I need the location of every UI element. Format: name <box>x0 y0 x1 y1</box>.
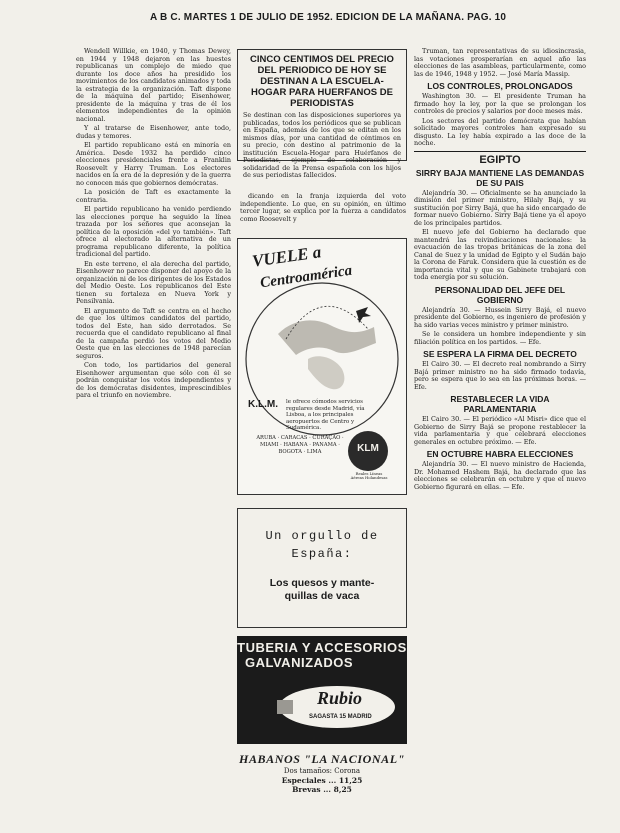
notice-title: CINCO CENTIMOS DEL PRECIO DEL PERIODICO DE HOY SE DESTINAN A LA ESCUELA-HOGAR PARA HUERFANOS DE PERIODISTAS <box>250 54 394 109</box>
middle-text <box>240 193 406 228</box>
map-shape <box>308 356 344 389</box>
klm-advertisement <box>237 238 407 495</box>
headline-sirry: SIRRY BAJA MANTIENE LAS DEMANDAS DE SU PAIS <box>415 167 585 188</box>
klm-airline-name: K.L.M. <box>248 399 278 410</box>
article-paragraph: El Cairo 30. — El decreto real nombrando a Sirry Bajá primer ministro no ha sido firmado todavía, pero se espera que lo sea en las próximas horas. — Efe. <box>414 360 586 391</box>
klm-blurb: le ofrece cómodos servicios regulares desde Madrid, vía Lisboa, a los principales aeropuertos de Centro y Sudamérica. <box>286 399 365 431</box>
headline-firma: SE ESPERA LA FIRMA DEL DECRETO <box>423 349 577 359</box>
article-column-right <box>414 48 586 810</box>
orgullo-line-1: Un orgullo de <box>265 529 379 543</box>
orgullo-line-2: España: <box>291 547 353 561</box>
article-paragraph: Truman, tan representativas de su idiosincrasia, las votaciones prosperarían en aquel año las elecciones de las asambleas, particularmente, como las de 1946, 1948 y 1952. — José María Massip. <box>414 47 586 78</box>
orgullo-line-4: quillas de vaca <box>284 590 360 602</box>
map-shape <box>278 320 376 355</box>
article-paragraph: El partido republicano está en minoría en América. Desde 1932 ha perdido cinco elecciones presidenciales frente a Franklin Roosevelt y Harry Truman. Los electores nacidos en la era de la depresión y de la guerra no conocen más que gobiernos demócratas. <box>76 141 231 187</box>
article-paragraph: Los sectores del partido demócrata que habían solicitado mayores controles han expresado su disgusto. La ley había expirado a las doce de la noche. <box>414 116 586 147</box>
headline-controles: LOS CONTROLES, PROLONGADOS <box>427 81 573 91</box>
notice-body: Se destinan con las disposiciones superiores ya publicadas, todos los periódicos que se publican en España, además de los que se editan en los mismos días, por una cantidad de céntimos en su precio, con destino al patrimonio de la institución Escuela-Hogar para Huérfanos de Periodistas, ejemplo de colaboración y solidaridad de la Prensa española con los hijos de sus periodistas fallecidos. <box>243 111 401 179</box>
tuberia-brand: Rubio <box>317 688 363 708</box>
headline-personalidad: PERSONALIDAD DEL JEFE DEL GOBIERNO <box>434 284 566 305</box>
cheese-advertisement <box>237 508 407 628</box>
klm-logo-sub: Reales Líneas Aéreas Holandesas <box>350 471 388 481</box>
tuberia-advertisement <box>237 636 407 744</box>
habanos-price-1: Especiales ... 11,25 <box>281 776 363 785</box>
notice-box <box>237 49 407 179</box>
article-paragraph: Y al tratarse de Eisenhower, ante todo, dudas y temores. <box>76 124 231 140</box>
tuberia-line-2: GALVANIZADOS <box>245 655 354 670</box>
article-paragraph: Wendell Willkie, en 1940, y Thomas Dewey, en 1944 y 1948 dejaron en las huestes republicanas un complejo de miedo que durante los doce años ha presidido los movimientos de los candidatos animados y toda la estrategia de la organización. Taft dispone de la máquina del partido; Eisenhower, presidente de la máquina y tras de él los elementos independientes de la opinión nacional. <box>76 47 231 123</box>
page-header: A B C. MARTES 1 DE JULIO DE 1952. EDICION DE LA MAÑANA. PAG. 10 <box>150 12 507 23</box>
article-paragraph: Washington 30. — El presidente Truman ha firmado hoy la ley, por la que se prolongan los controles de precios y salarios por doce meses más. <box>414 92 586 115</box>
article-paragraph: En este terreno, el ala derecha del partido, Eisenhower no parece disponer del apoyo de la organización ni de los dirigentes de los Estados del Medio Oeste. Los republicanos del Este tienen su fortaleza en Nueva York y Pensilvania. <box>76 259 231 305</box>
headline-vida: RESTABLECER LA VIDA PARLAMENTARIA <box>450 394 550 414</box>
article-paragraph: Alejandría 30. — El nuevo ministro de Hacienda, Dr. Mohamed Hashem Bajá, ha declarado que las elecciones se celebrarán en octubre y que el nuevo Gobierno figurará en ellas. — Efe. <box>414 460 586 491</box>
article-paragraph: La posición de Taft es exactamente la contraria. <box>76 188 231 204</box>
article-paragraph: El partido republicano ha venido perdiendo las elecciones porque ha seguido la línea trazada por los señores que aconsejan la política de la oposición «del yo también». Taft ofrece al electorado la alternativa de un programa republicano diferente, la política tradicional del partido. <box>76 205 231 258</box>
headline-octubre: EN OCTUBRE HABRA ELECCIONES <box>426 449 574 459</box>
pipe-fitting-icon <box>277 700 293 714</box>
article-paragraph: Alejandría 30. — Hussein Sirry Bajá, el nuevo presidente del Gobierno, es ingeniero de profesión y ha sido varias veces ministro y primer ministro. <box>414 305 586 329</box>
article-paragraph: Se le considera un hombre independiente y sin filiación política en los partidos. — Efe. <box>414 330 586 346</box>
tuberia-address: SAGASTA 15 MADRID <box>309 714 372 720</box>
habanos-title: HABANOS "LA NACIONAL" <box>239 752 405 766</box>
article-column-left <box>76 48 231 810</box>
klm-title-2: Centroamérica <box>259 262 354 292</box>
article-paragraph: dicando en la franja izquierda del voto independiente. Lo que, en su opinión, en último tercer lugar, se explica por la fuerza a candidatos como Roosevelt y <box>240 192 406 223</box>
habanos-sub: Dos tamaños: Corona <box>283 767 361 775</box>
habanos-price-2: Brevas ... 8,25 <box>292 785 352 794</box>
divider <box>414 151 586 152</box>
article-paragraph: Alejandría 30. — Oficialmente se ha anunciado la dimisión del primer ministro, Hilaly Bajá, y su sustitución por Sirry Bajá, que ha sido encargado de formar nuevo Gobierno. Sirry Bajá tiene ya el apoyo de los principales partidos. <box>414 188 586 227</box>
article-paragraph: El Cairo 30. — El periódico «Al Misri» dice que el Gobierno de Sirry Bajá se propone restablecer la vida parlamentaria y que celebrará elecciones generales en octubre próximo. — Efe. <box>414 415 586 446</box>
article-paragraph: El nuevo jefe del Gobierno ha declarado que mantendrá las reivindicaciones nacionales: la evacuación de las tropas británicas de la zona del Canal de Suez y la unidad de Egipto y el Sudán bajo la Corona de Faruk. Considera que la cuestión es de importancia vital y que su Gabinete trabajará con toda energía por su solución. <box>414 228 586 281</box>
klm-title-1: VUELE a <box>250 242 323 271</box>
klm-logo: KLM <box>357 443 379 454</box>
article-paragraph: El argumento de Taft se centra en el hecho de que los últimos candidatos del partido, todos del Este, han sido derrotados. Se recuerda que el candidato republicano al final de la campaña perdió los votos del Medio Oeste que en las elecciones de 1948 parecían seguros. <box>76 306 231 360</box>
klm-cities: ARUBA · CARACAS · CURAÇAO · MIAMI · HABANA · PANAMA · BOGOTA · LIMA <box>256 435 344 455</box>
tuberia-line-1: TUBERIA Y ACCESORIOS <box>237 640 407 655</box>
orgullo-line-3: Los quesos y mante- <box>269 577 375 589</box>
habanos-advertisement <box>237 752 407 812</box>
headline-egipto: EGIPTO <box>479 153 521 166</box>
article-paragraph: Con todo, los partidarios del general Eisenhower argumentan que sólo con él se podrán conquistar los votos independientes y de los demócratas disidentes, imprescindibles para el triunfo en noviembre. <box>76 361 231 399</box>
airplane-icon <box>356 307 371 323</box>
